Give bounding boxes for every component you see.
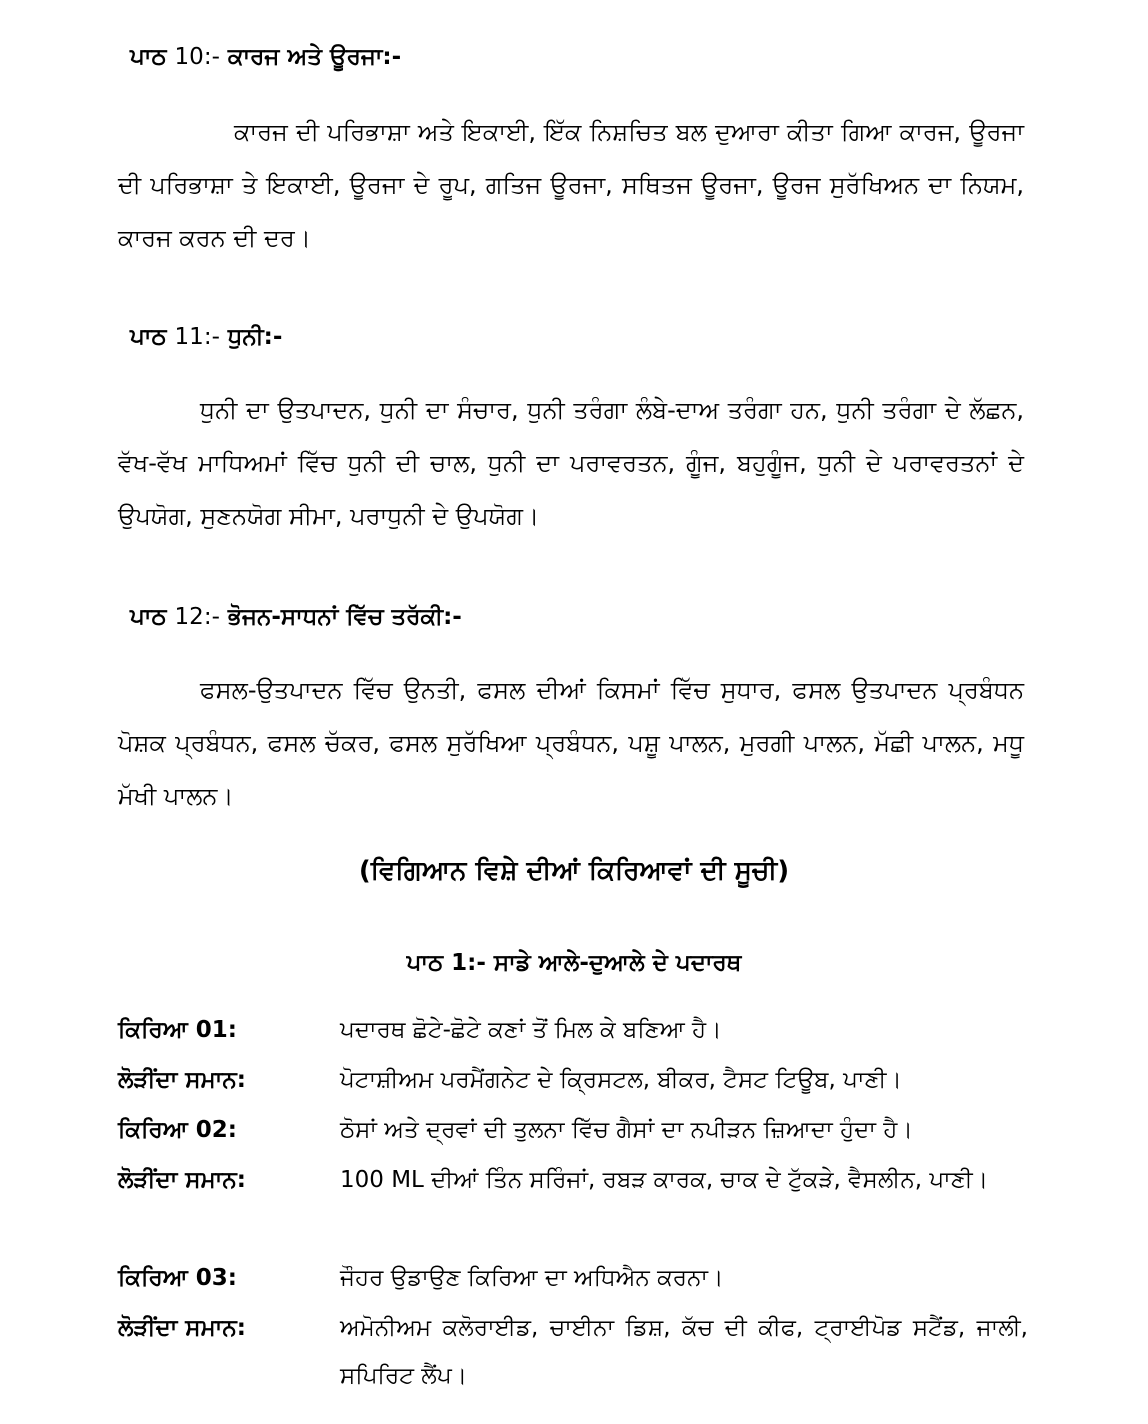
materials-label: ਲੋੜੀਂਦਾ ਸਮਾਨ: bbox=[118, 1067, 246, 1093]
activity-label: ਕਿਰਿਆ 03: bbox=[118, 1265, 237, 1291]
activity-text: ਪਦਾਰਥ ਛੋਟੇ-ਛੋਟੇ ਕਣਾਂ ਤੋਂ ਮਿਲ ਕੇ ਬਣਿਆ ਹੈ। bbox=[340, 1017, 722, 1043]
lesson-12-label: ਪਾਠ bbox=[130, 604, 167, 630]
lesson-11-body: ਧੁਨੀ ਦਾ ਉਤਪਾਦਨ, ਧੁਨੀ ਦਾ ਸੰਚਾਰ, ਧੁਨੀ ਤਰੰਗਾ ਲੰਬੇ-ਦਾਅ ਤਰੰਗਾ ਹਨ, ਧੁਨੀ ਤਰੰਗਾ ਦੇ ਲੱਛਨ, ਵੱਖ-ਵੱਖ ਮਾਧਿਅਮਾਂ ਵਿੱਚ ਧੁਨੀ ਦੀ ਚਾਲ, ਧੁਨੀ ਦਾ ਪਰਾਵਰਤਨ, ਗੂੰਜ, ਬਹੁਗੂੰਜ, ਧੁਨੀ ਦੇ ਪਰਾਵਰਤਨਾਂ ਦੇ ਉਪਯੋਗ, ਸੁਣਨਯੋਗ ਸੀਮਾ, ਪਰਾਧੁਨੀ ਦੇ ਉਪਯੋਗ। bbox=[118, 396, 1024, 530]
activity-label: ਕਿਰਿਆ 02: bbox=[118, 1117, 237, 1143]
lesson-11-number: 11:- bbox=[174, 324, 220, 350]
lesson-12-number: 12:- bbox=[174, 604, 220, 630]
materials-text: 100 ML ਦੀਆਂ ਤਿੰਨ ਸਰਿੰਜਾਂ, ਰਬੜ ਕਾਰਕ, ਚਾਕ ਦੇ ਟੁੱਕੜੇ, ਵੈਸਲੀਨ, ਪਾਣੀ। bbox=[340, 1167, 989, 1193]
activities-section-title: (ਵਿਗਿਆਨ ਵਿਸ਼ੇ ਦੀਆਂ ਕਿਰਿਆਵਾਂ ਦੀ ਸੂਚੀ) bbox=[358, 856, 790, 886]
lesson-12-body: ਫਸਲ-ਉਤਪਾਦਨ ਵਿੱਚ ਉਨਤੀ, ਫਸਲ ਦੀਆਂ ਕਿਸਮਾਂ ਵਿੱਚ ਸੁਧਾਰ, ਫਸਲ ਉਤਪਾਦਨ ਪ੍ਰਬੰਧਨ ਪੋਸ਼ਕ ਪ੍ਰਬੰਧਨ, ਫਸਲ ਚੱਕਰ, ਫਸਲ ਸੁਰੱਖਿਆ ਪ੍ਰਬੰਧਨ, ਪਸ਼ੂ ਪਾਲਨ, ਮੁਰਗੀ ਪਾਲਨ, ਮੱਛੀ ਪਾਲਨ, ਮਧੂ ਮੱਖੀ ਪਾਲਨ। bbox=[118, 676, 1024, 810]
materials-label: ਲੋੜੀਂਦਾ ਸਮਾਨ: bbox=[118, 1315, 246, 1341]
activity-text: ਜੌਹਰ ਉਡਾਉਣ ਕਿਰਿਆ ਦਾ ਅਧਿਐਨ ਕਰਨਾ। bbox=[340, 1265, 724, 1291]
materials-text: ਪੋਟਾਸ਼ੀਅਮ ਪਰਮੈਂਗਨੇਟ ਦੇ ਕ੍ਰਿਸਟਲ, ਬੀਕਰ, ਟੈਸਟ ਟਿਊਬ, ਪਾਣੀ। bbox=[340, 1067, 902, 1093]
lesson-10-title: ਕਾਰਜ ਅਤੇ ਊਰਜਾ:- bbox=[227, 44, 402, 70]
lesson-10-body: ਕਾਰਜ ਦੀ ਪਰਿਭਾਸ਼ਾ ਅਤੇ ਇਕਾਈ, ਇੱਕ ਨਿਸ਼ਚਿਤ ਬਲ ਦੁਆਰਾ ਕੀਤਾ ਗਿਆ ਕਾਰਜ, ਊਰਜਾ ਦੀ ਪਰਿਭਾਸ਼ਾ ਤੇ ਇਕਾਈ, ਊਰਜਾ ਦੇ ਰੂਪ, ਗਤਿਜ ਊਰਜਾ, ਸਥਿਤਜ ਊਰਜਾ, ਊਰਜ ਸੁਰੱਖਿਅਨ ਦਾ ਨਿਯਮ, ਕਾਰਜ ਕਰਨ ਦੀ ਦਰ। bbox=[118, 118, 1024, 252]
lesson-12-title: ਭੋਜਨ-ਸਾਧਨਾਂ ਵਿੱਚ ਤਰੱਕੀ:- bbox=[227, 604, 462, 630]
activity-text: ਠੋਸਾਂ ਅਤੇ ਦ੍ਰਵਾਂ ਦੀ ਤੁਲਨਾ ਵਿੱਚ ਗੈਸਾਂ ਦਾ ਨਪੀੜਨ ਜ਼ਿਆਦਾ ਹੁੰਦਾ ਹੈ। bbox=[340, 1117, 913, 1143]
activities-lesson-heading: ਪਾਠ 1:- ਸਾਡੇ ਆਲੇ-ਦੁਆਲੇ ਦੇ ਪਦਾਰਥ bbox=[406, 950, 742, 976]
lesson-11-label: ਪਾਠ bbox=[130, 324, 167, 350]
activity-label: ਕਿਰਿਆ 01: bbox=[118, 1017, 237, 1043]
lesson-11-heading bbox=[130, 324, 282, 350]
lesson-11-title: ਧੁਨੀ:- bbox=[227, 324, 283, 350]
lesson-12-heading bbox=[130, 604, 462, 630]
materials-text: ਅਮੋਨੀਅਮ ਕਲੋਰਾਈਡ, ਚਾਈਨਾ ਡਿਸ਼, ਕੱਚ ਦੀ ਕੀਫ, ਟ੍ਰਾਈਪੋਡ ਸਟੈਂਡ, ਜਾਲੀ, ਸਪਿਰਿਟ ਲੈਂਪ। bbox=[340, 1315, 1028, 1389]
lesson-10-number: 10:- bbox=[174, 44, 220, 70]
materials-label: ਲੋੜੀਂਦਾ ਸਮਾਨ: bbox=[118, 1167, 246, 1193]
lesson-10-heading bbox=[130, 44, 401, 70]
lesson-10-label: ਪਾਠ bbox=[130, 44, 167, 70]
